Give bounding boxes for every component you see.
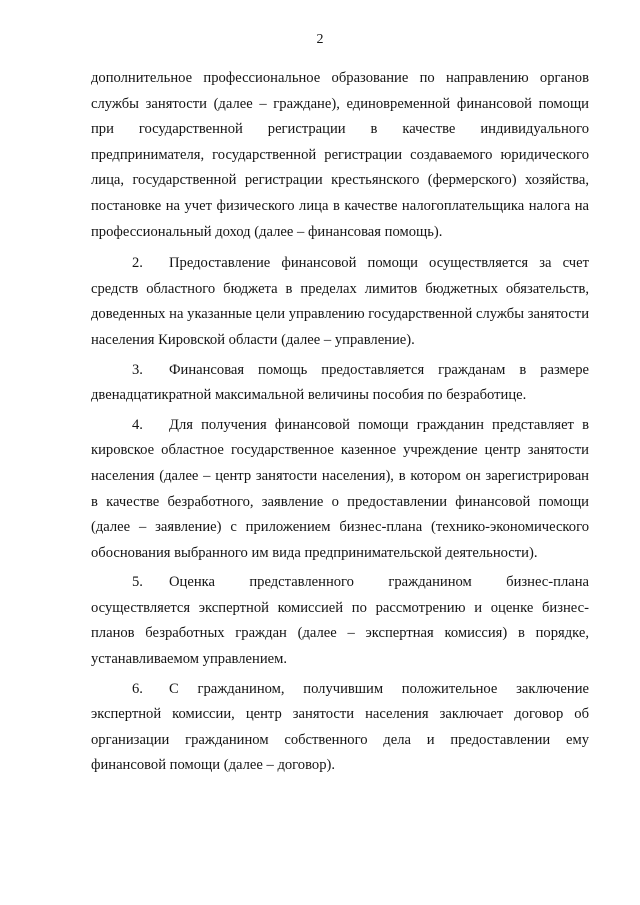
paragraph-5 xyxy=(91,570,589,672)
paragraph-6-text: С гражданином, получившим положительное заключение экспертной комиссии, центр занятости населения заключает договор об организации гражданином собственного дела и предоставлении ему финансовой помощи (далее – договор). xyxy=(91,680,589,774)
paragraph-2-text: Предоставление финансовой помощи осуществляется за счет средств областного бюджета в пределах лимитов бюджетных обязательств, доведенных на указанные цели управлению государственной службы занятости населения Кировской области (далее – управление). xyxy=(91,255,589,348)
paragraph-1 xyxy=(91,66,589,245)
paragraph-4 xyxy=(91,413,589,567)
document-body xyxy=(91,66,589,783)
paragraph-4-number: 4. xyxy=(132,416,143,433)
paragraph-2-number: 2. xyxy=(132,255,143,272)
paragraph-3 xyxy=(91,358,589,409)
page-number: 2 xyxy=(316,32,324,47)
paragraph-3-number: 3. xyxy=(132,361,143,378)
paragraph-4-text: Для получения финансовой помощи гражданин представляет в кировское областное государственное казенное учреждение центр занятости населения (далее – центр занятости населения), в котором он зарегистрирован в качестве безработного, заявление о предоставлении финансовой помощи (далее – заявление) с приложением бизнес-плана (технико-экономического обоснования выбранного им вида предпринимательской деятельности). xyxy=(91,416,589,561)
paragraph-6 xyxy=(91,677,589,779)
paragraph-6-number: 6. xyxy=(132,680,143,697)
paragraph-5-number: 5. xyxy=(132,574,143,591)
paragraph-5-text: Оценка представленного гражданином бизнес-плана осуществляется экспертной комиссией по рассмотрению и оценке бизнес-планов безработных граждан (далее – экспертная комиссия) в порядке, устанавливаемом управлением. xyxy=(91,574,589,668)
paragraph-3-text: Финансовая помощь предоставляется гражданам в размере двенадцатикратной максимальной величины пособия по безработице. xyxy=(91,361,589,404)
paragraph-2 xyxy=(91,251,589,353)
paragraph-1-text: дополнительное профессиональное образование по направлению органов службы занятости (далее – граждане), единовременной финансовой помощи при государственной регистрации в качестве индивидуального предпринимателя, государственной регистрации создаваемого юридического лица, государственной регистрации крестьянского (фермерского) хозяйства, постановке на учет физического лица в качестве налогоплательщика налога на профессиональный доход (далее – финансовая помощь). xyxy=(91,70,589,240)
